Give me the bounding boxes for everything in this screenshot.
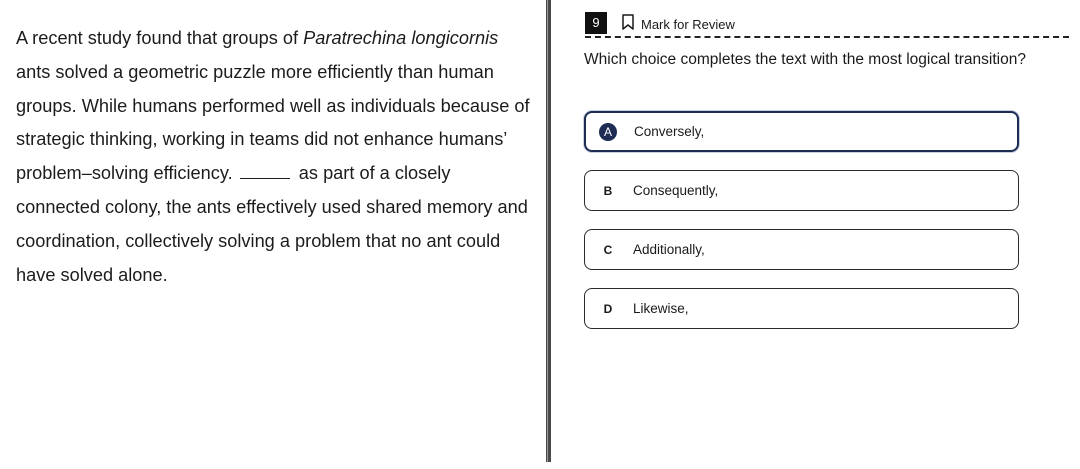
passage-text [16, 22, 536, 292]
question-header [585, 12, 1069, 38]
passage-part-3: as part of a closely connected colony, the ants effectively used shared memory and coordination, collectively solving a problem that no ant could have solved alone. [16, 163, 528, 285]
choice-a[interactable] [584, 111, 1019, 152]
choice-text: Likewise, [633, 301, 689, 316]
mark-for-review-label[interactable]: Mark for Review [641, 17, 735, 32]
passage-part-1: A recent study found that groups of [16, 28, 304, 48]
question-number: 9 [585, 12, 607, 34]
choice-b[interactable] [584, 170, 1019, 211]
choice-letter: B [603, 184, 613, 198]
choice-text: Conversely, [634, 124, 705, 139]
choice-text: Additionally, [633, 242, 705, 257]
species-name: Paratrechina longicornis [303, 28, 499, 48]
header-rule [585, 36, 1069, 38]
choice-letter: C [603, 243, 613, 257]
choice-c[interactable] [584, 229, 1019, 270]
choice-d[interactable] [584, 288, 1019, 329]
question-prompt: Which choice completes the text with the most logical transition? [584, 51, 1026, 68]
bookmark-icon[interactable] [622, 14, 634, 30]
answer-choices [584, 111, 1019, 347]
choice-letter: A [599, 123, 617, 141]
choice-text: Consequently, [633, 183, 719, 198]
choice-letter: D [603, 302, 613, 316]
passage-part-2: ants solved a geometric puzzle more efficiently than human groups. While humans performed well as individuals because of strategic thinking, working in teams did not enhance humans’ problem–solving efficiency. [16, 61, 530, 184]
answer-blank [240, 177, 290, 179]
question-pane [551, 0, 1080, 469]
